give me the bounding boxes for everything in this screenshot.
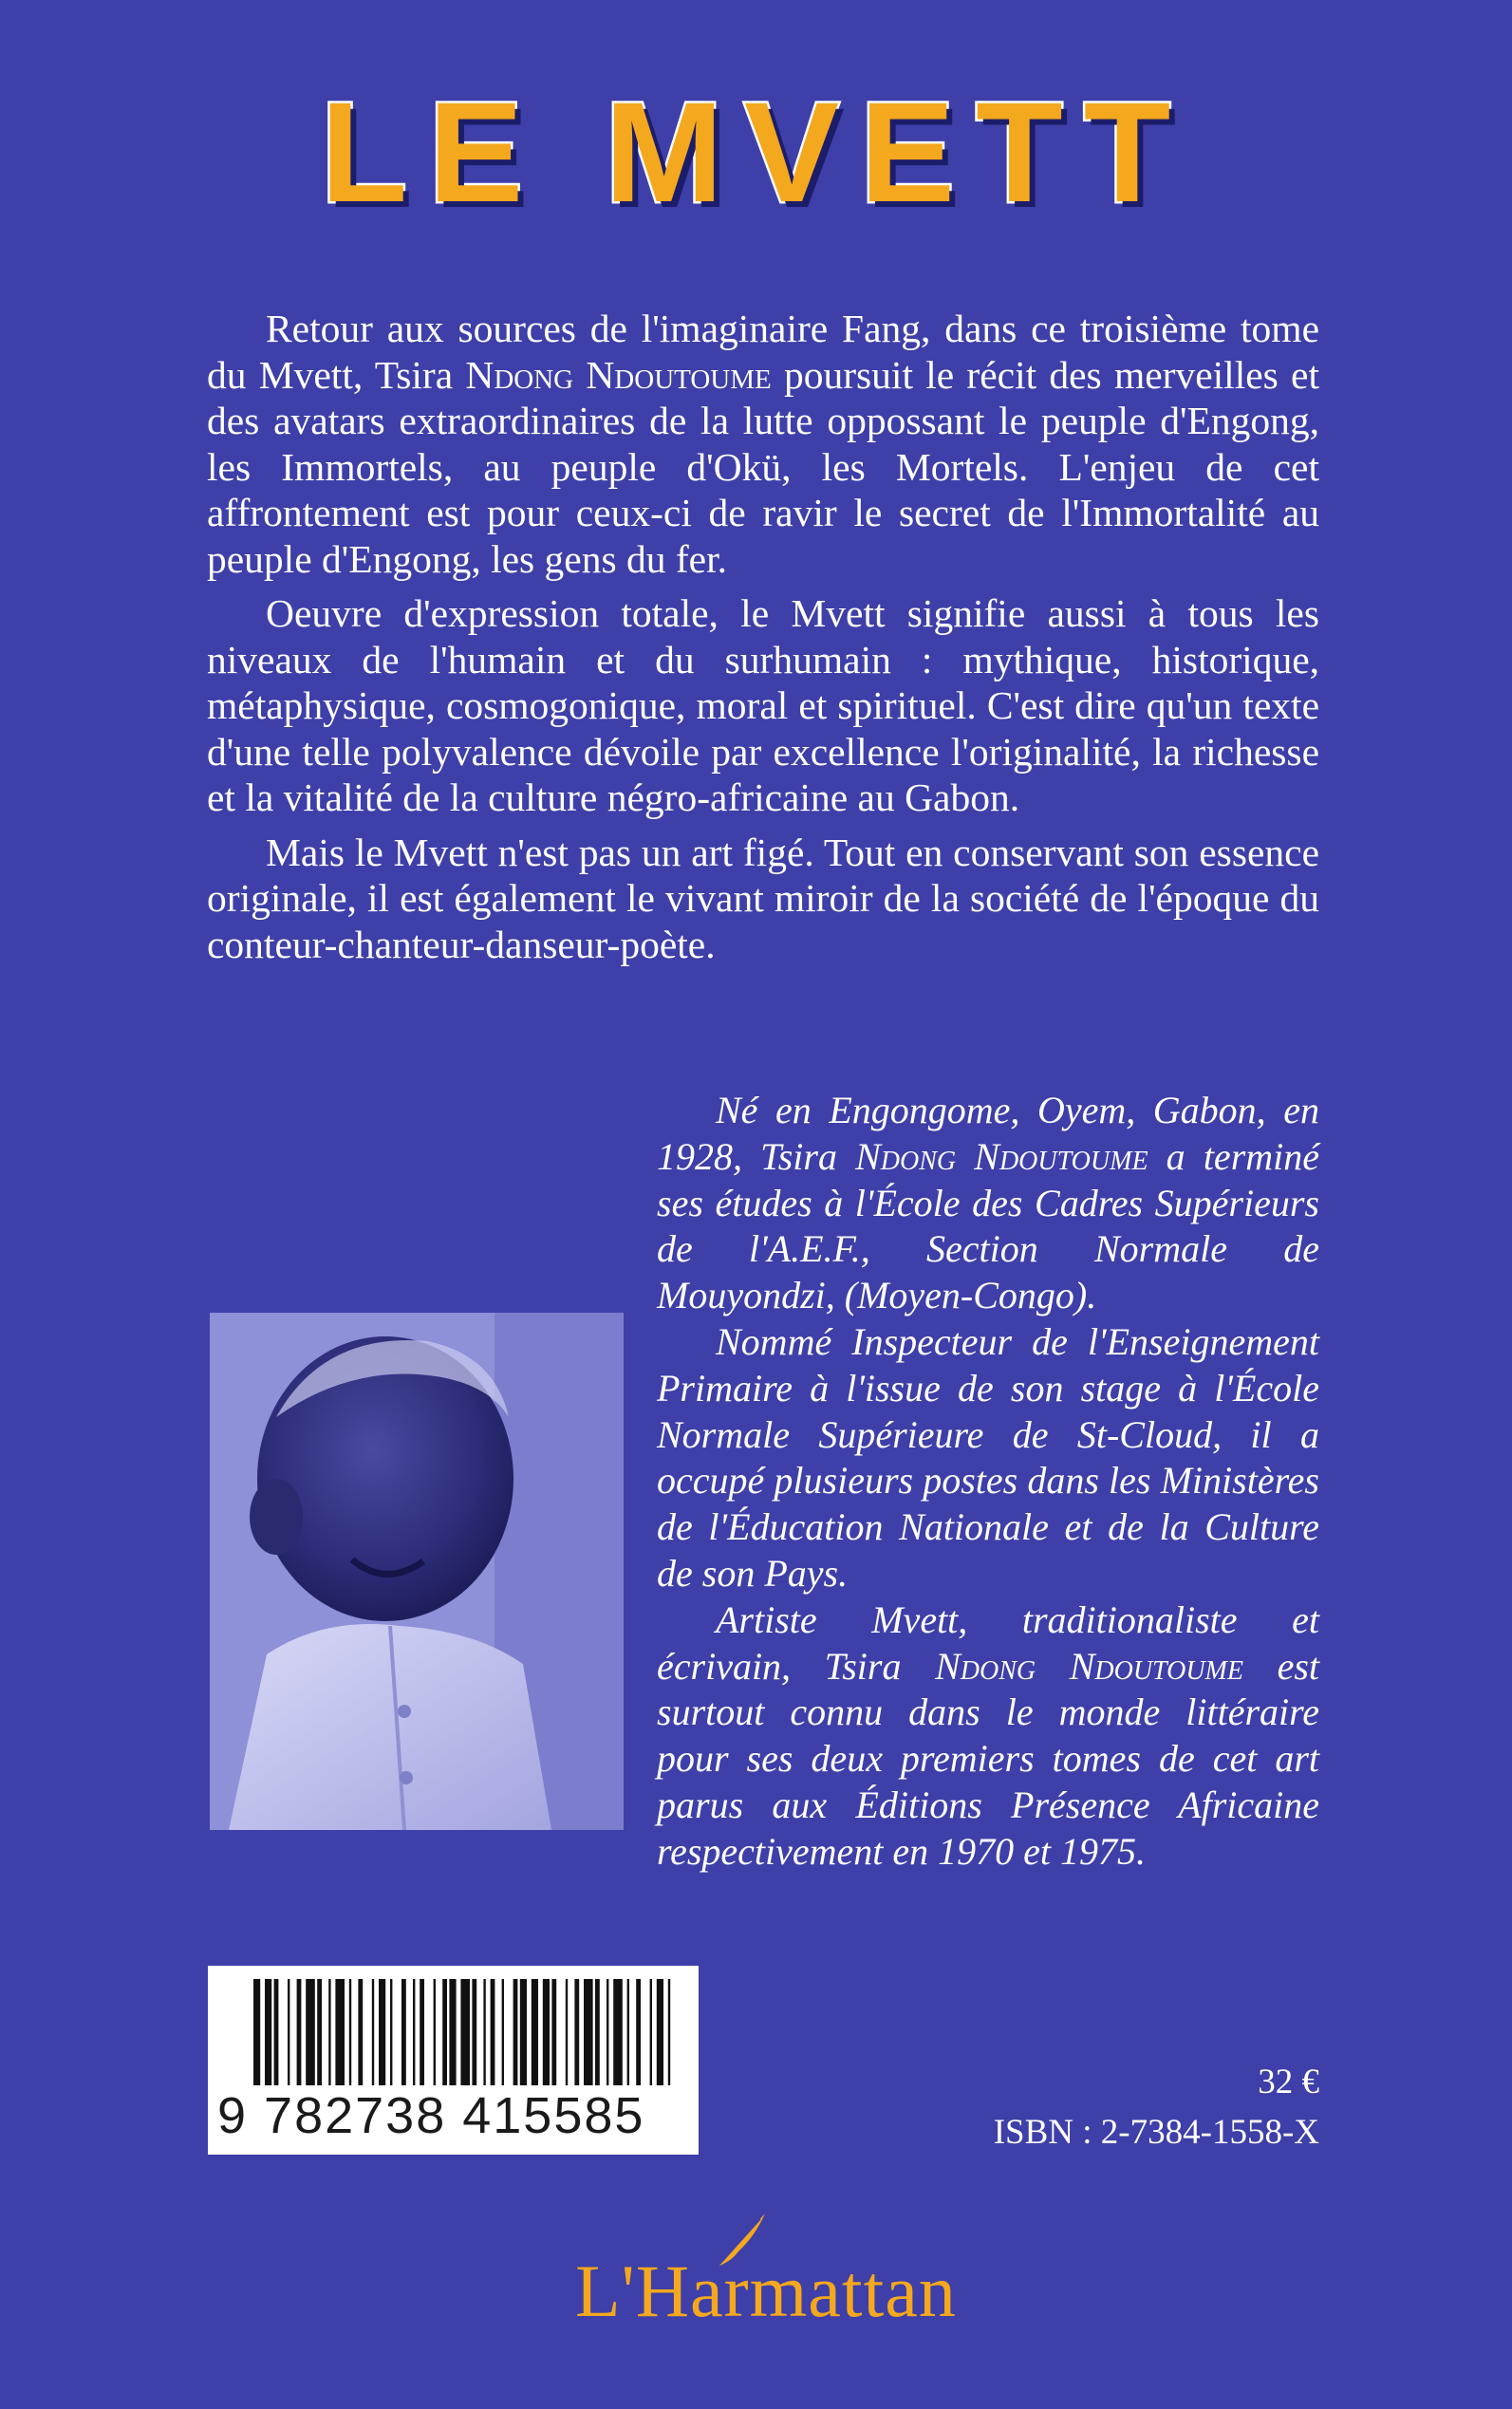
barcode-bar	[265, 1979, 271, 2085]
barcode-bar	[460, 1979, 470, 2085]
publisher-name: L'Harmattan	[575, 2250, 957, 2332]
barcode-bar	[420, 1979, 424, 2085]
book-summary	[207, 306, 1319, 976]
isbn-number: ISBN : 2-7384-1558-X	[993, 2113, 1319, 2152]
barcode-bar	[532, 1979, 538, 2085]
barcode-bar	[442, 1979, 447, 2085]
barcode-bar	[520, 1979, 527, 2085]
barcode-bar	[358, 1979, 363, 2085]
barcode-number: 9 782738 415585	[217, 2087, 645, 2144]
barcode-bar	[297, 1979, 302, 2085]
author-portrait-image	[210, 1313, 624, 1830]
bio-paragraph-1: Né en Engongome, Oyem, Gabon, en 1928, Tsira Ndong Ndoutoume a terminé ses études à l'École des Cadres Supérieurs de l'A.E.F., Section Normale de Mouyondzi, (Moyen-Congo).	[657, 1089, 1320, 1317]
barcode-bar	[513, 1979, 518, 2085]
summary-paragraph-3: Mais le Mvett n'est pas un art figé. Tout en conservant son essence originale, il est également le vivant miroir de la société de l'époque du conteur-chanteur-danseur-poète.	[207, 830, 1319, 966]
barcode-bar	[491, 1979, 495, 2085]
barcode-bar	[288, 1979, 289, 2085]
author-name: Ndong Ndoutoume	[935, 1644, 1243, 1688]
barcode-bar	[574, 1979, 579, 2085]
author-name: Ndong Ndoutoume	[465, 352, 772, 397]
bio-paragraph-2: Nommé Inspecteur de l'Enseignement Primaire à l'issue de son stage à l'École Normale Supérieure de St-Cloud, il a occupé plusieurs postes dans les Ministères de l'Éducation Nationale et de la Culture de son Pays.	[657, 1319, 1319, 1595]
barcode-bar	[449, 1979, 456, 2085]
bio-paragraph-3: Artiste Mvett, traditionaliste et écrivain, Tsira Ndong Ndoutoume est surtout connu dans le monde littéraire pour ses deux premiers tomes de cet art parus aux Éditions Présence Africaine respectivement en 1970 et 1975.	[657, 1597, 1320, 1873]
book-title: LE MVETT	[320, 72, 1192, 232]
barcode-bar	[543, 1979, 550, 2085]
barcode-bar	[636, 1979, 641, 2085]
publisher-logo	[575, 2212, 955, 2335]
barcode-bar	[434, 1979, 436, 2085]
barcode-bar	[502, 1979, 504, 2085]
author-biography	[657, 1088, 1319, 1876]
barcode-bar	[650, 1979, 652, 2085]
summary-paragraph-1: Retour aux sources de l'imaginaire Fang, dans ce troisième tome du Mvett, Tsira Ndong Ndoutoume poursuit le récit des merveilles et des avatars extraordinaires de la lutte oppossant le peuple d'Engong, les Immortels, au peuple d'Okü, les Mortels. L'enjeu de cet affrontement est pour ceux-ci de ravir le secret de l'Immortalité au peuple d'Engong, les gens du fer.	[207, 307, 1319, 581]
barcode-bar	[328, 1979, 330, 2085]
book-price: 32 €	[1258, 2063, 1319, 2101]
barcode-bar	[472, 1979, 476, 2085]
barcode-bar	[335, 1979, 345, 2085]
barcode-bar	[483, 1979, 485, 2085]
barcode-bar	[317, 1979, 322, 2085]
barcode-bar	[627, 1979, 629, 2085]
barcode-bar	[566, 1979, 568, 2085]
barcode-bar	[551, 1979, 556, 2085]
author-photo	[210, 1313, 624, 1830]
summary-paragraph-2: Oeuvre d'expression totale, le Mvett signifie aussi à tous les niveaux de l'humain et du surhumain : mythique, historique, métaphysique, cosmogonique, moral et spirituel. C'est dire qu'un texte d'une telle polyvalence dévoile par excellence l'originalité, la richesse et la vitalité de la culture négro-africaine au Gabon.	[207, 591, 1319, 819]
barcode-bar	[668, 1979, 670, 2085]
barcode-bar	[253, 1979, 260, 2085]
barcode-bar	[584, 1979, 593, 2085]
isbn-barcode	[208, 1966, 699, 2155]
barcode-bar	[372, 1979, 374, 2085]
barcode-bar	[657, 1979, 663, 2085]
barcode-bar	[401, 1979, 406, 2085]
barcode-bar	[390, 1979, 392, 2085]
barcode-bar	[274, 1979, 279, 2085]
barcode-bar	[595, 1979, 600, 2085]
barcode-bar	[379, 1979, 385, 2085]
barcode-bar	[607, 1979, 608, 2085]
barcode-bar	[349, 1979, 351, 2085]
author-name: Ndong Ndoutoume	[855, 1134, 1148, 1178]
barcode-bar	[306, 1979, 315, 2085]
barcode-bar	[413, 1979, 415, 2085]
barcode-bar	[613, 1979, 623, 2085]
